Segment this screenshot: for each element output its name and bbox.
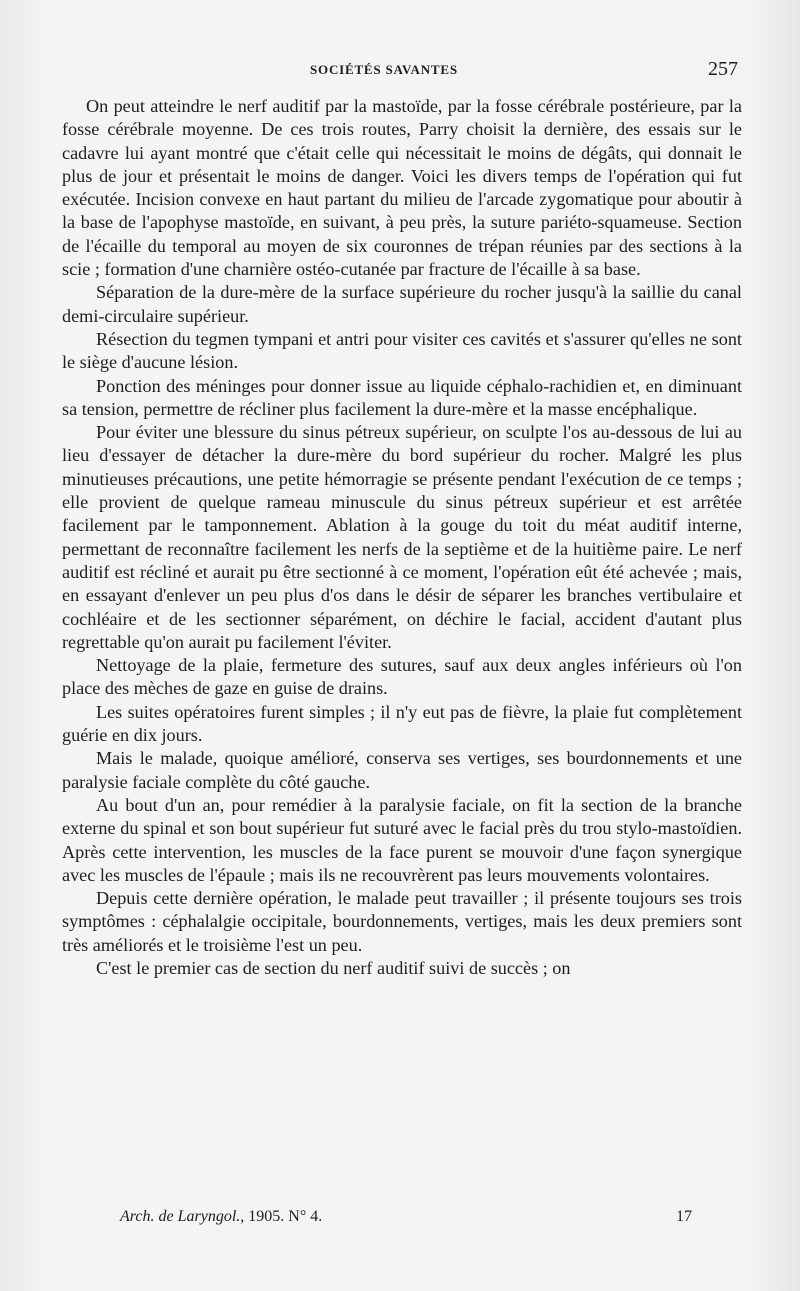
paragraph: Mais le malade, quoique amélioré, conserva ses vertiges, ses bourdonnements et une paralysie faciale complète du côté gauche. — [62, 748, 742, 792]
paragraph: C'est le premier cas de section du nerf auditif suivi de succès ; on — [96, 957, 571, 978]
paragraph: Pour éviter une blessure du sinus pétreux supérieur, on sculpte l'os au-dessous de lui au lieu d'essayer de détacher la dure-mère du bord supérieur du rocher. Malgré les plus minutieuses précautions, une petite hémorragie se présente pendant l'exécution de ce temps ; elle provient de quelque rameau minuscule du sinus pétreux supérieur et est arrêtée facilement par le tamponnement. Ablation à la gouge du toit du méat auditif interne, permettant de reconnaître facilement les nerfs de la septième et de la huitième paire. Le nerf auditif est récliné et aurait pu être sectionné à ce moment, l'opération eût été achevée ; mais, en essayant d'enlever un peu plus d'os dans le désir de séparer les branches vertibulaire et cochléaire et de les sectionner séparément, on déchire le facial, accident d'autant plus regrettable qu'on aurait pu facilement l'éviter. — [62, 422, 742, 652]
page-footer — [62, 1208, 742, 1230]
paragraph: Depuis cette dernière opération, le malade peut travailler ; il présente toujours ses trois symptômes : céphalalgie occipitale, bourdonnements, vertiges, mais les deux premiers sont très améliorés et le troisième l'est un peu. — [62, 888, 742, 955]
journal-abbreviation: Arch. de Laryngol. — [120, 1208, 241, 1225]
page-number: 257 — [708, 58, 738, 80]
paragraph: Séparation de la dure-mère de la surface supérieure du rocher jusqu'à la saillie du canal demi-circulaire supérieur. — [62, 282, 742, 326]
signature-mark: 17 — [676, 1208, 692, 1225]
page-header — [60, 58, 740, 82]
paragraph: Ponction des méninges pour donner issue au liquide céphalo-rachidien et, en diminuant sa tension, permettre de récliner plus facilement la dure-mère et la masse encéphalique. — [62, 375, 742, 419]
paragraph: Résection du tegmen tympani et antri pour visiter ces cavités et s'assurer qu'elles ne sont le siège d'aucune lésion. — [62, 328, 742, 373]
running-head: SOCIÉTÉS SAVANTES — [310, 62, 458, 77]
paragraph: On peut atteindre le nerf auditif par la mastoïde, par la fosse cérébrale postérieure, par la fosse cérébrale moyenne. De ces trois routes, Parry choisit la dernière, des essais sur le cadavre lui ayant montré que c'était celle qui nécessitait le moins de dégâts, qui donnait le plus de jour et présentait le moins de danger. Voici les divers temps de l'opération qui fut exécutée. Incision convexe en haut partant du milieu de l'arcade zygomatique pour aboutir à la base de l'apophyse mastoïde, en suivant, à peu près, la suture pariéto-squameuse. Section de l'écaille du temporal au moyen de six couronnes de trépan réunies par des sections à la scie ; formation d'une charnière ostéo-cutanée par fracture de l'écaille à sa base. — [62, 96, 742, 280]
paragraph: Nettoyage de la plaie, fermeture des sutures, sauf aux deux angles inférieurs où l'on place des mèches de gaze en guise de drains. — [62, 655, 742, 699]
body-text — [62, 95, 742, 980]
footer-reference — [120, 1208, 322, 1226]
journal-year-issue: , 1905. N° 4. — [240, 1208, 323, 1225]
paragraph: Au bout d'un an, pour remédier à la paralysie faciale, on fit la section de la branche externe du spinal et son bout supérieur fut suturé avec le facial près du trou stylo-mastoïdien. Après cette intervention, les muscles de la face purent se mouvoir d'une façon synergique avec les muscles de l'épaule ; mais ils ne recouvrèrent pas leurs mouvements volontaires. — [62, 794, 742, 885]
paragraph: Les suites opératoires furent simples ; il n'y eut pas de fièvre, la plaie fut complètement guérie en dix jours. — [62, 701, 742, 746]
